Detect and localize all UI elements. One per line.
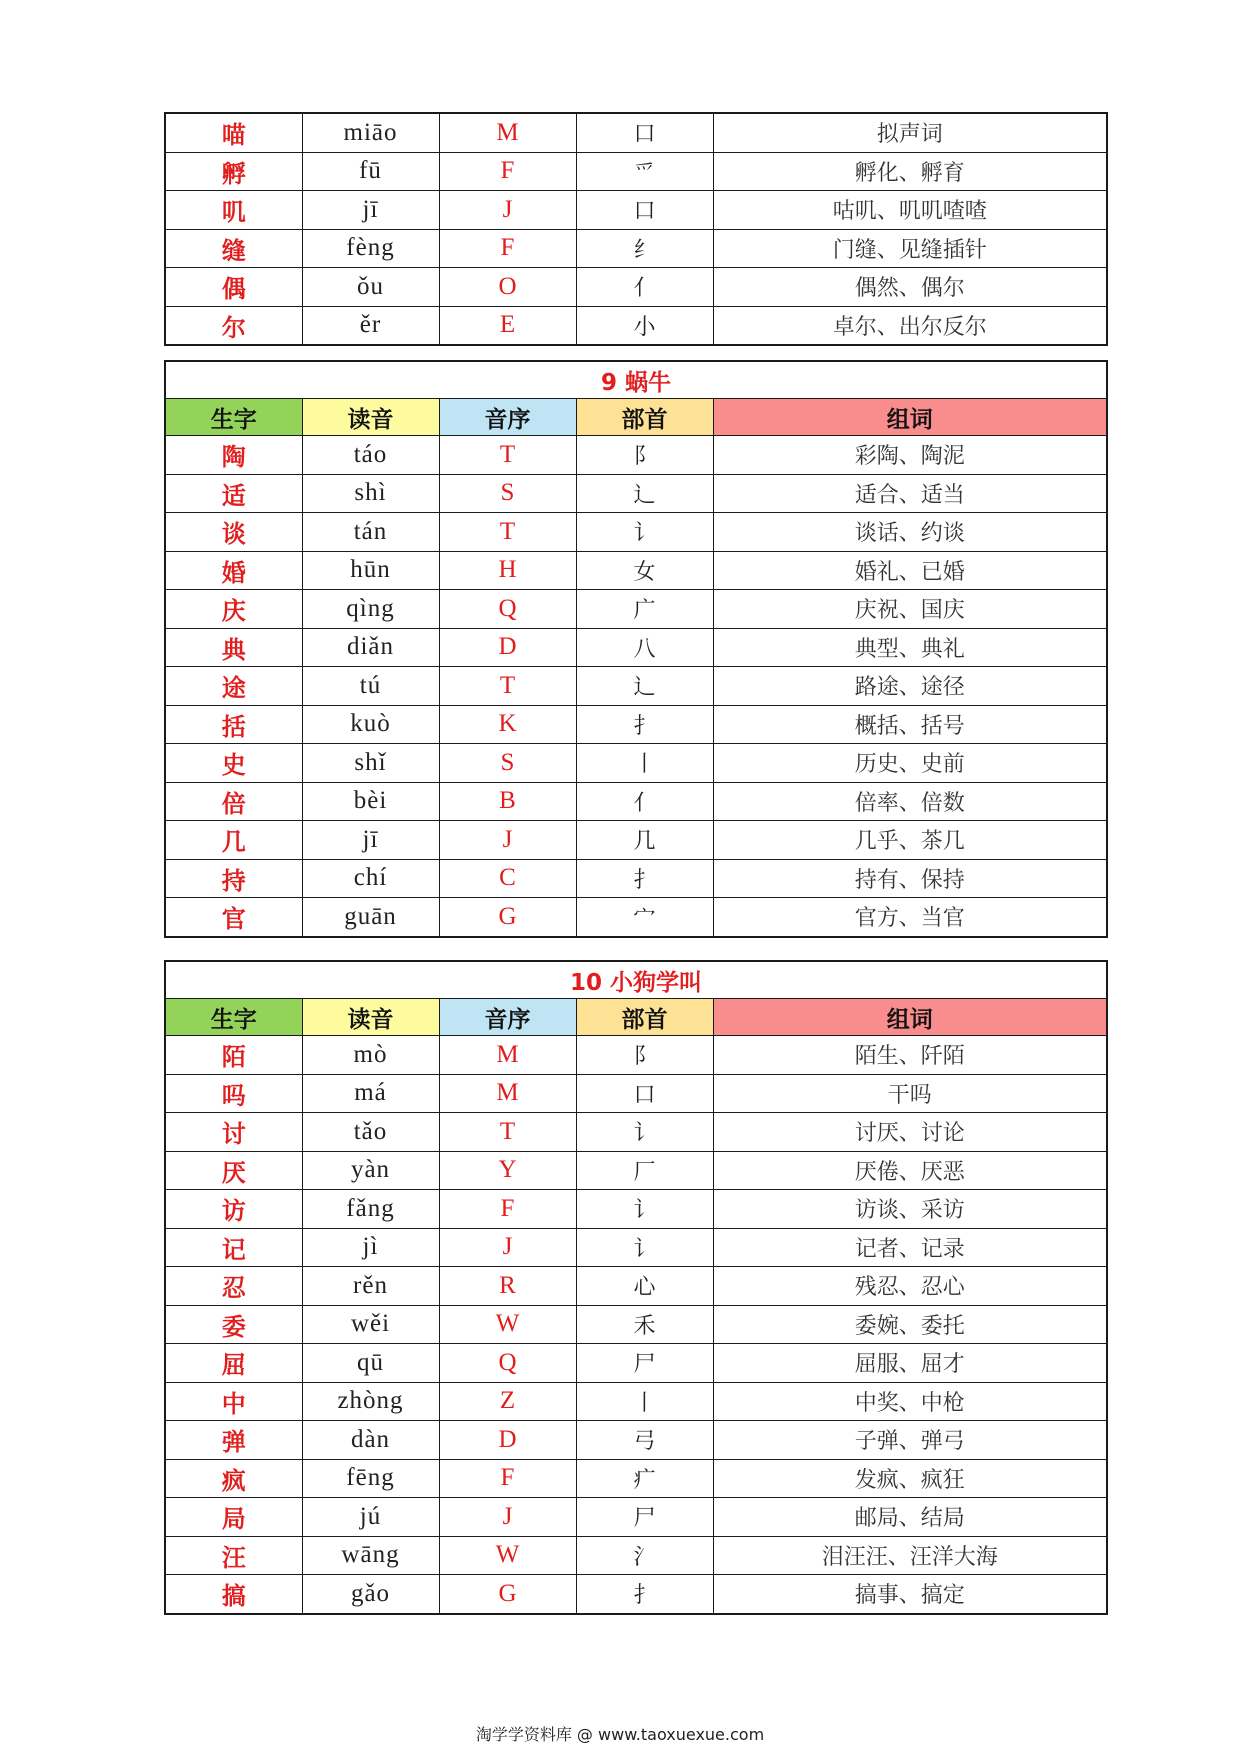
character-cell: 讨 [165, 1113, 302, 1152]
radical-cell: 尸 [576, 1498, 713, 1537]
header-duyin: 读音 [302, 399, 439, 436]
initial-letter-cell: T [439, 1113, 576, 1152]
table-row [165, 551, 1107, 590]
pinyin-cell: fǎng [302, 1190, 439, 1229]
word-examples-cell: 厌倦、厌恶 [713, 1151, 1107, 1190]
pinyin-cell: miāo [302, 113, 439, 152]
initial-letter-cell: Y [439, 1151, 576, 1190]
character-cell: 倍 [165, 782, 302, 821]
header-shengzi: 生字 [165, 399, 302, 436]
radical-cell: 讠 [576, 1228, 713, 1267]
initial-letter-cell: F [439, 1459, 576, 1498]
word-examples-cell: 历史、史前 [713, 744, 1107, 783]
pinyin-cell: jī [302, 191, 439, 230]
table-row [165, 268, 1107, 307]
table-row [165, 782, 1107, 821]
word-examples-cell: 适合、适当 [713, 474, 1107, 513]
initial-letter-cell: J [439, 1498, 576, 1537]
initial-letter-cell: J [439, 191, 576, 230]
vocab-table-lesson-9 [164, 360, 1108, 938]
table-row [165, 1113, 1107, 1152]
pinyin-cell: jì [302, 1228, 439, 1267]
table-row [165, 590, 1107, 629]
word-examples-cell: 卓尔、出尔反尔 [713, 306, 1107, 345]
character-cell: 孵 [165, 152, 302, 191]
radical-cell: 弓 [576, 1421, 713, 1460]
initial-letter-cell: T [439, 667, 576, 706]
pinyin-cell: qū [302, 1344, 439, 1383]
word-examples-cell: 陌生、阡陌 [713, 1036, 1107, 1075]
header-zuci: 组词 [713, 399, 1107, 436]
radical-cell: 口 [576, 191, 713, 230]
character-cell: 持 [165, 859, 302, 898]
pinyin-cell: táo [302, 436, 439, 475]
character-cell: 尔 [165, 306, 302, 345]
initial-letter-cell: Q [439, 1344, 576, 1383]
word-examples-cell: 委婉、委托 [713, 1305, 1107, 1344]
initial-letter-cell: M [439, 1036, 576, 1075]
vocab-table-continued [164, 112, 1108, 346]
character-cell: 途 [165, 667, 302, 706]
word-examples-cell: 残忍、忍心 [713, 1267, 1107, 1306]
table-row [165, 667, 1107, 706]
word-examples-cell: 孵化、孵育 [713, 152, 1107, 191]
table-row [165, 229, 1107, 268]
word-examples-cell: 记者、记录 [713, 1228, 1107, 1267]
header-row [165, 399, 1107, 436]
character-cell: 忍 [165, 1267, 302, 1306]
word-examples-cell: 偶然、偶尔 [713, 268, 1107, 307]
radical-cell: 纟 [576, 229, 713, 268]
character-cell: 屈 [165, 1344, 302, 1383]
pinyin-cell: fèng [302, 229, 439, 268]
initial-letter-cell: D [439, 628, 576, 667]
character-cell: 缝 [165, 229, 302, 268]
radical-cell: 小 [576, 306, 713, 345]
table-row [165, 705, 1107, 744]
word-examples-cell: 泪汪汪、汪洋大海 [713, 1536, 1107, 1575]
pinyin-cell: bèi [302, 782, 439, 821]
table-row [165, 513, 1107, 552]
word-examples-cell: 搞事、搞定 [713, 1575, 1107, 1614]
table-row [165, 474, 1107, 513]
radical-cell: 讠 [576, 513, 713, 552]
word-examples-cell: 讨厌、讨论 [713, 1113, 1107, 1152]
character-cell: 中 [165, 1382, 302, 1421]
word-examples-cell: 拟声词 [713, 113, 1107, 152]
initial-letter-cell: F [439, 229, 576, 268]
pinyin-cell: hūn [302, 551, 439, 590]
pinyin-cell: zhòng [302, 1382, 439, 1421]
pinyin-cell: jú [302, 1498, 439, 1537]
character-cell: 厌 [165, 1151, 302, 1190]
pinyin-cell: shǐ [302, 744, 439, 783]
radical-cell: 丨 [576, 744, 713, 783]
character-cell: 官 [165, 898, 302, 937]
table-row [165, 113, 1107, 152]
header-yinxu: 音序 [439, 399, 576, 436]
word-examples-cell: 干吗 [713, 1074, 1107, 1113]
word-examples-cell: 咕叽、叽叽喳喳 [713, 191, 1107, 230]
pinyin-cell: tú [302, 667, 439, 706]
table-row [165, 1536, 1107, 1575]
word-examples-cell: 中奖、中枪 [713, 1382, 1107, 1421]
header-bushou: 部首 [576, 399, 713, 436]
table-row [165, 306, 1107, 345]
header-yinxu: 音序 [439, 999, 576, 1036]
word-examples-cell: 邮局、结局 [713, 1498, 1107, 1537]
vocab-table-lesson-10 [164, 960, 1108, 1615]
table-row [165, 628, 1107, 667]
pinyin-cell: chí [302, 859, 439, 898]
radical-cell: 禾 [576, 1305, 713, 1344]
header-duyin: 读音 [302, 999, 439, 1036]
radical-cell: 讠 [576, 1113, 713, 1152]
radical-cell: 阝 [576, 1036, 713, 1075]
radical-cell: 口 [576, 113, 713, 152]
pinyin-cell: fēng [302, 1459, 439, 1498]
header-bushou: 部首 [576, 999, 713, 1036]
table-row [165, 1228, 1107, 1267]
radical-cell: 宀 [576, 898, 713, 937]
initial-letter-cell: K [439, 705, 576, 744]
initial-letter-cell: B [439, 782, 576, 821]
radical-cell: 心 [576, 1267, 713, 1306]
initial-letter-cell: R [439, 1267, 576, 1306]
initial-letter-cell: Q [439, 590, 576, 629]
radical-cell: 扌 [576, 1575, 713, 1614]
pinyin-cell: guān [302, 898, 439, 937]
word-examples-cell: 路途、途径 [713, 667, 1107, 706]
pinyin-cell: má [302, 1074, 439, 1113]
pinyin-cell: gǎo [302, 1575, 439, 1614]
character-cell: 汪 [165, 1536, 302, 1575]
table-row [165, 1267, 1107, 1306]
header-row [165, 999, 1107, 1036]
word-examples-cell: 屈服、屈才 [713, 1344, 1107, 1383]
table-row [165, 859, 1107, 898]
table-row [165, 1421, 1107, 1460]
initial-letter-cell: Z [439, 1382, 576, 1421]
character-cell: 搞 [165, 1575, 302, 1614]
table-row [165, 1498, 1107, 1537]
initial-letter-cell: S [439, 474, 576, 513]
initial-letter-cell: T [439, 436, 576, 475]
radical-cell: 女 [576, 551, 713, 590]
word-examples-cell: 婚礼、已婚 [713, 551, 1107, 590]
header-zuci: 组词 [713, 999, 1107, 1036]
initial-letter-cell: H [439, 551, 576, 590]
character-cell: 陶 [165, 436, 302, 475]
pinyin-cell: ǒu [302, 268, 439, 307]
radical-cell: 爫 [576, 152, 713, 191]
pinyin-cell: yàn [302, 1151, 439, 1190]
radical-cell: 八 [576, 628, 713, 667]
word-examples-cell: 几乎、茶几 [713, 821, 1107, 860]
initial-letter-cell: G [439, 1575, 576, 1614]
initial-letter-cell: M [439, 113, 576, 152]
radical-cell: 广 [576, 590, 713, 629]
initial-letter-cell: F [439, 1190, 576, 1229]
word-examples-cell: 子弹、弹弓 [713, 1421, 1107, 1460]
header-shengzi: 生字 [165, 999, 302, 1036]
lesson-title-row [165, 361, 1107, 399]
pinyin-cell: mò [302, 1036, 439, 1075]
radical-cell: 厂 [576, 1151, 713, 1190]
radical-cell: 亻 [576, 268, 713, 307]
word-examples-cell: 倍率、倍数 [713, 782, 1107, 821]
character-cell: 局 [165, 1498, 302, 1537]
character-cell: 偶 [165, 268, 302, 307]
initial-letter-cell: G [439, 898, 576, 937]
word-examples-cell: 官方、当官 [713, 898, 1107, 937]
initial-letter-cell: O [439, 268, 576, 307]
word-examples-cell: 彩陶、陶泥 [713, 436, 1107, 475]
radical-cell: 扌 [576, 859, 713, 898]
table-row [165, 1459, 1107, 1498]
initial-letter-cell: E [439, 306, 576, 345]
initial-letter-cell: W [439, 1536, 576, 1575]
table-row [165, 1151, 1107, 1190]
radical-cell: 尸 [576, 1344, 713, 1383]
initial-letter-cell: D [439, 1421, 576, 1460]
pinyin-cell: fū [302, 152, 439, 191]
radical-cell: 讠 [576, 1190, 713, 1229]
table-row [165, 898, 1107, 937]
initial-letter-cell: M [439, 1074, 576, 1113]
radical-cell: 口 [576, 1074, 713, 1113]
table-row [165, 1305, 1107, 1344]
character-cell: 谈 [165, 513, 302, 552]
table-row [165, 191, 1107, 230]
pinyin-cell: tǎo [302, 1113, 439, 1152]
table-row [165, 1074, 1107, 1113]
character-cell: 陌 [165, 1036, 302, 1075]
character-cell: 适 [165, 474, 302, 513]
table-row [165, 1036, 1107, 1075]
initial-letter-cell: J [439, 821, 576, 860]
pinyin-cell: shì [302, 474, 439, 513]
radical-cell: 亻 [576, 782, 713, 821]
table-row [165, 1382, 1107, 1421]
character-cell: 吗 [165, 1074, 302, 1113]
pinyin-cell: tán [302, 513, 439, 552]
initial-letter-cell: T [439, 513, 576, 552]
word-examples-cell: 概括、括号 [713, 705, 1107, 744]
lesson-title: 9 蜗牛 [165, 361, 1107, 399]
radical-cell: 阝 [576, 436, 713, 475]
word-examples-cell: 发疯、疯狂 [713, 1459, 1107, 1498]
initial-letter-cell: W [439, 1305, 576, 1344]
radical-cell: 扌 [576, 705, 713, 744]
word-examples-cell: 谈话、约谈 [713, 513, 1107, 552]
pinyin-cell: wāng [302, 1536, 439, 1575]
character-cell: 访 [165, 1190, 302, 1229]
pinyin-cell: rěn [302, 1267, 439, 1306]
character-cell: 几 [165, 821, 302, 860]
pinyin-cell: jī [302, 821, 439, 860]
character-cell: 弹 [165, 1421, 302, 1460]
pinyin-cell: diǎn [302, 628, 439, 667]
table-row [165, 744, 1107, 783]
initial-letter-cell: S [439, 744, 576, 783]
radical-cell: 丨 [576, 1382, 713, 1421]
word-examples-cell: 典型、典礼 [713, 628, 1107, 667]
word-examples-cell: 持有、保持 [713, 859, 1107, 898]
pinyin-cell: wěi [302, 1305, 439, 1344]
word-examples-cell: 庆祝、国庆 [713, 590, 1107, 629]
character-cell: 叽 [165, 191, 302, 230]
character-cell: 喵 [165, 113, 302, 152]
radical-cell: 辶 [576, 474, 713, 513]
radical-cell: 疒 [576, 1459, 713, 1498]
radical-cell: 氵 [576, 1536, 713, 1575]
lesson-title: 10 小狗学叫 [165, 961, 1107, 999]
table-row [165, 1190, 1107, 1229]
pinyin-cell: ěr [302, 306, 439, 345]
character-cell: 疯 [165, 1459, 302, 1498]
initial-letter-cell: C [439, 859, 576, 898]
initial-letter-cell: J [439, 1228, 576, 1267]
lesson-title-row [165, 961, 1107, 999]
pinyin-cell: kuò [302, 705, 439, 744]
table-row [165, 1575, 1107, 1614]
word-examples-cell: 门缝、见缝插针 [713, 229, 1107, 268]
character-cell: 庆 [165, 590, 302, 629]
character-cell: 记 [165, 1228, 302, 1267]
table-row [165, 436, 1107, 475]
table-row [165, 821, 1107, 860]
table-row [165, 1344, 1107, 1383]
radical-cell: 几 [576, 821, 713, 860]
word-examples-cell: 访谈、采访 [713, 1190, 1107, 1229]
character-cell: 括 [165, 705, 302, 744]
character-cell: 典 [165, 628, 302, 667]
character-cell: 委 [165, 1305, 302, 1344]
character-cell: 史 [165, 744, 302, 783]
initial-letter-cell: F [439, 152, 576, 191]
pinyin-cell: qìng [302, 590, 439, 629]
table-row [165, 152, 1107, 191]
character-cell: 婚 [165, 551, 302, 590]
pinyin-cell: dàn [302, 1421, 439, 1460]
radical-cell: 辶 [576, 667, 713, 706]
footer-watermark: 淘学学资料库 @ www.taoxuexue.com [475, 1725, 765, 1744]
